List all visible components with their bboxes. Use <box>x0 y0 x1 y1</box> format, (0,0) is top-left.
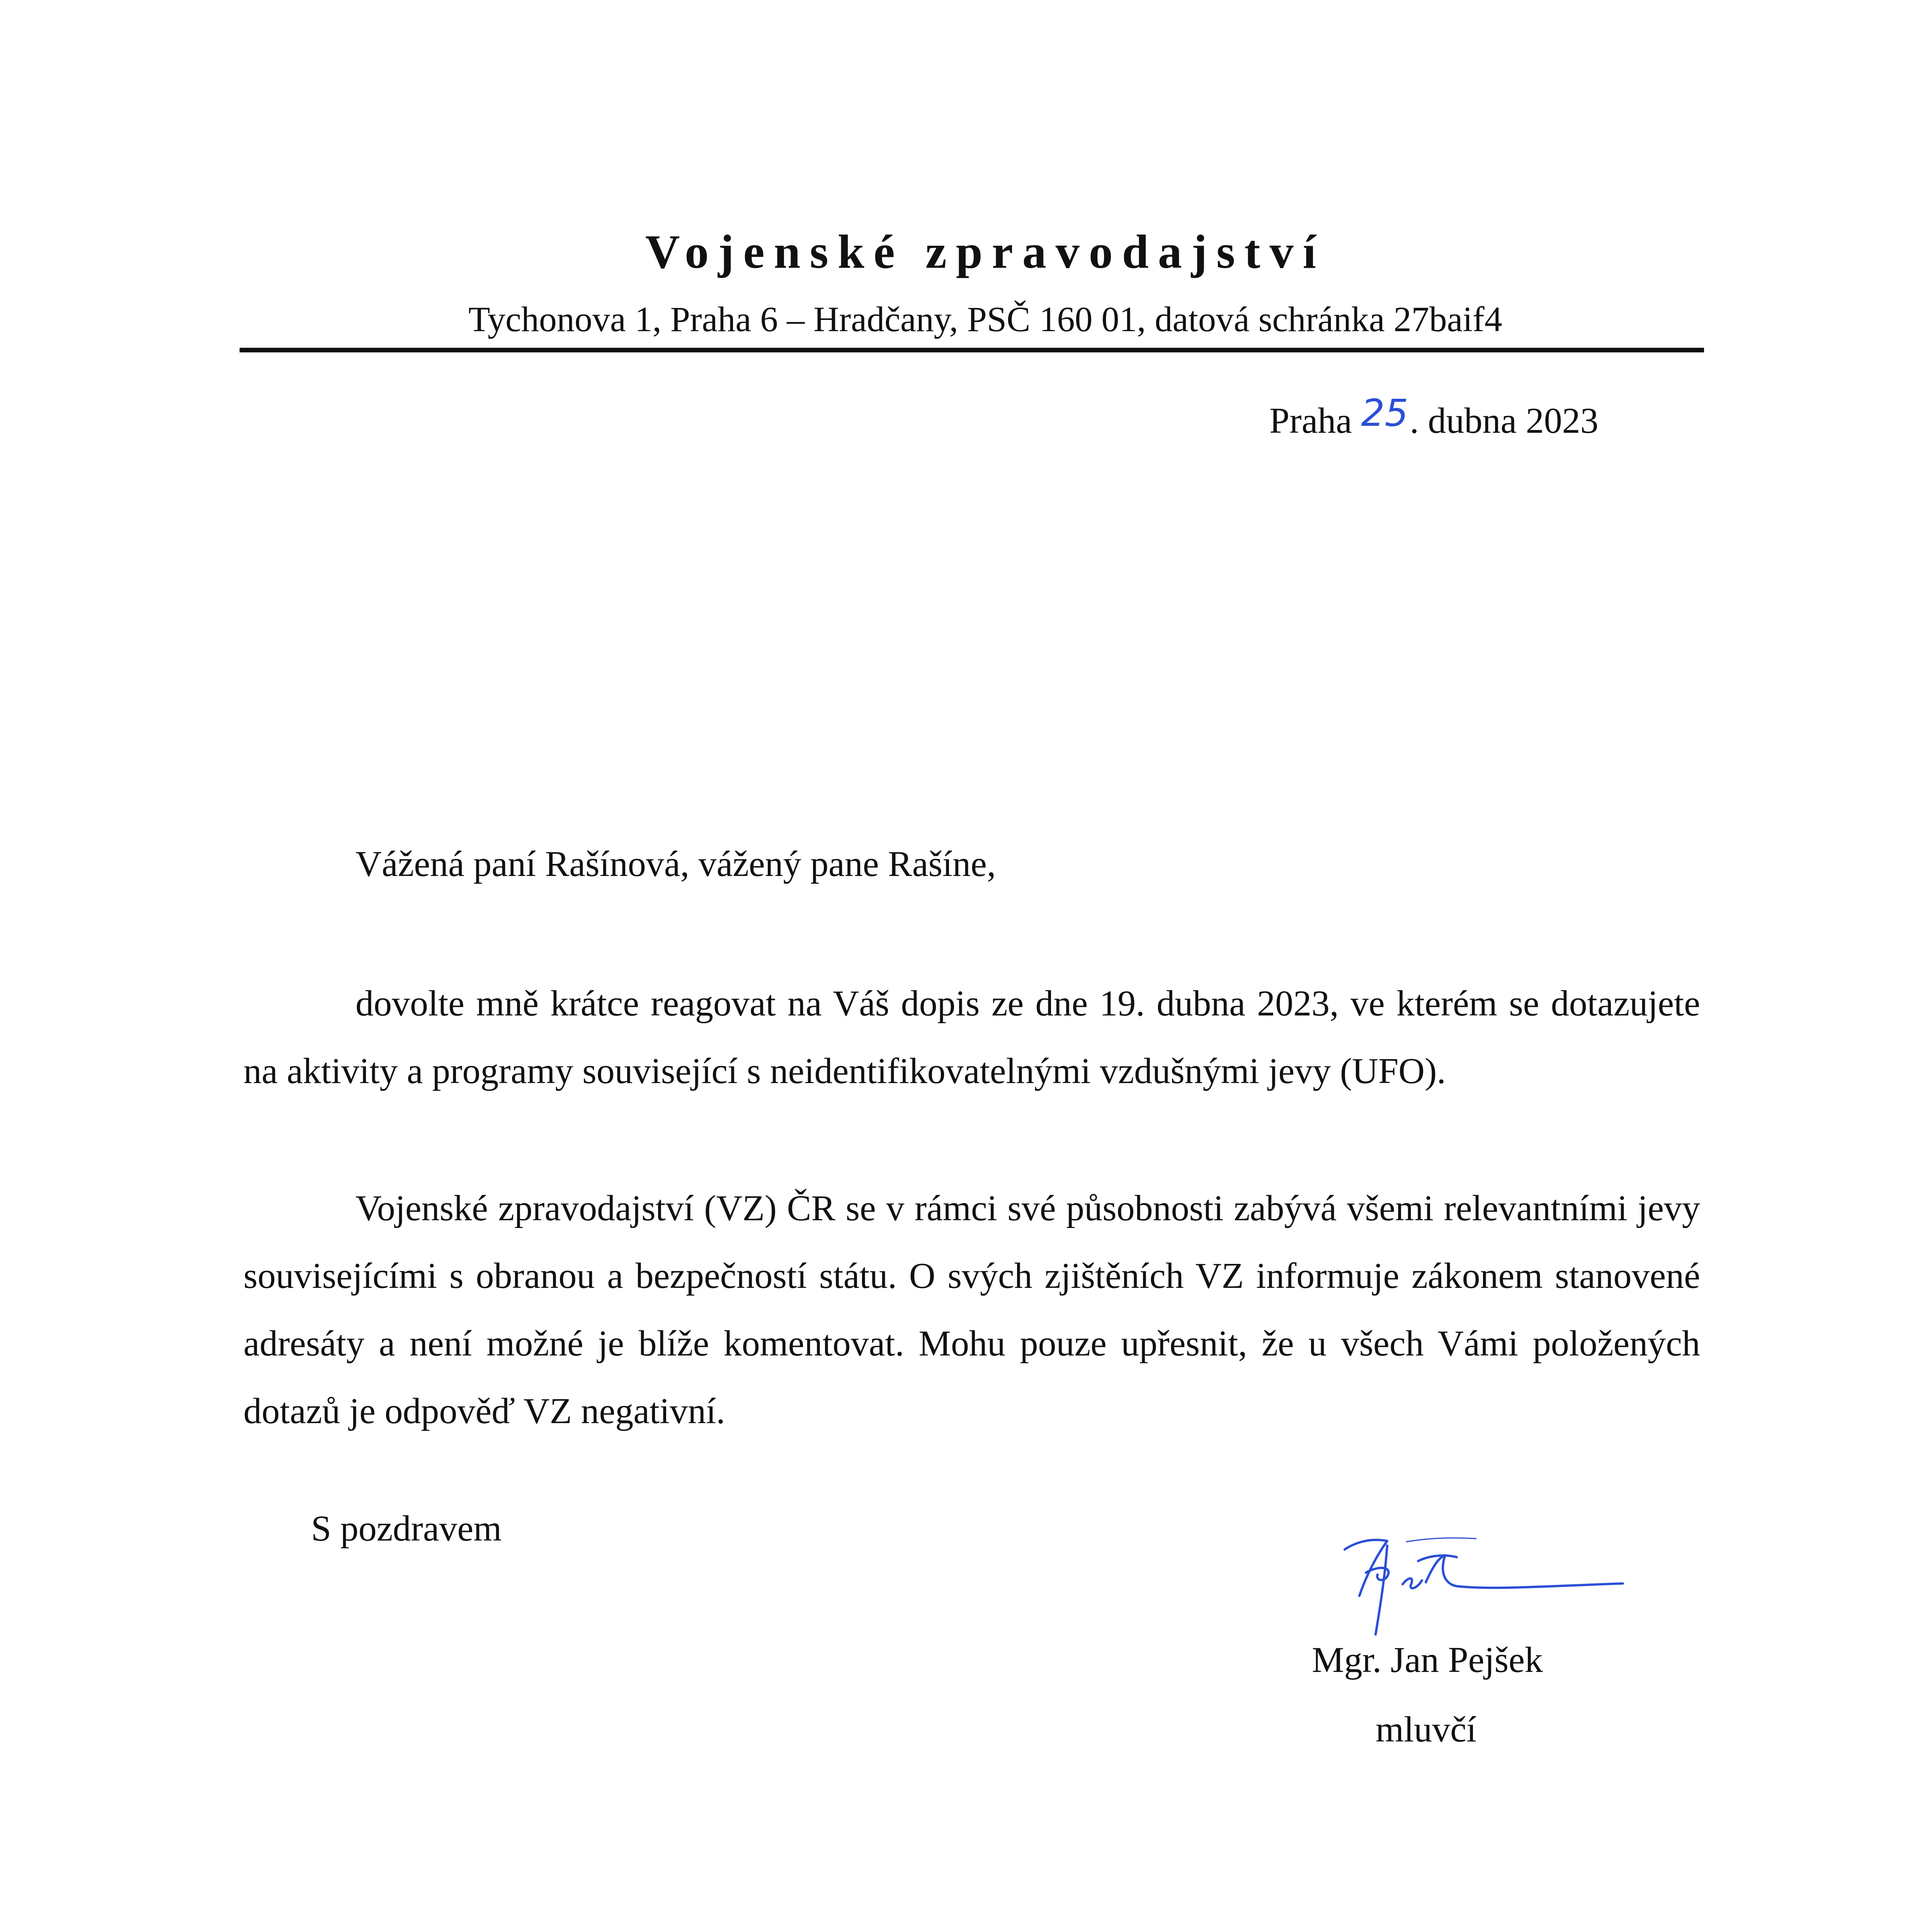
date-city: Praha <box>1269 401 1352 441</box>
date-separator: . <box>1410 401 1419 441</box>
body-paragraph-2: Vojenské zpravodajství (VZ) ČR se v rámci své působnosti zabývá všemi relevantními jevy souvisejícími s obranou a bezpečností státu. O svých zjištěních VZ informuje zákonem stanovené adresáty a není možné je blíže komentovat. Mohu pouze upřesnit, že u všech Vámi položených dotazů je odpověď VZ negativní. <box>243 1188 1700 1431</box>
closing-greeting: S pozdravem <box>311 1509 502 1549</box>
organization-address: Tychonova 1, Praha 6 – Hradčany, PSČ 160 01, datová schránka 27baif4 <box>468 299 1502 339</box>
handwritten-date-day: 25 <box>1361 391 1408 435</box>
body-paragraph-1: dovolte mně krátce reagovat na Váš dopis ze dne 19. dubna 2023, ve kterém se dotazujete na aktivity a programy související s neidentifikovatelnými vzdušnými jevy (UFO). <box>243 983 1700 1091</box>
letter-date <box>1269 391 1599 443</box>
organization-name: Vojenské zpravodajství <box>645 225 1325 278</box>
signer-role: mluvčí <box>1376 1709 1477 1750</box>
signer-name: Mgr. Jan Pejšek <box>1312 1640 1543 1680</box>
date-month-year: dubna 2023 <box>1428 401 1599 441</box>
handwritten-signature <box>1329 1519 1677 1646</box>
salutation: Vážená paní Rašínová, vážený pane Rašíne, <box>355 844 996 884</box>
letterhead-divider <box>240 348 1704 352</box>
